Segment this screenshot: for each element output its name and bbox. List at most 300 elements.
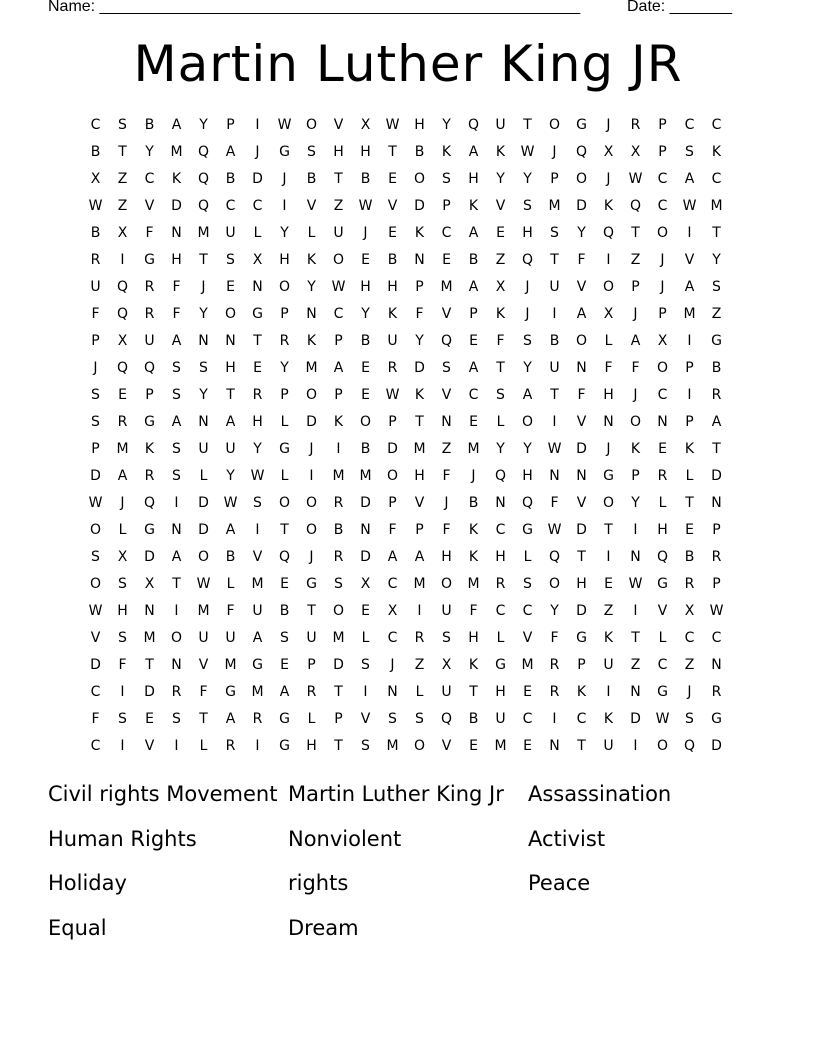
grid-row <box>82 409 730 436</box>
grid-letter: C <box>468 387 479 403</box>
grid-row <box>82 112 730 139</box>
grid-letter: T <box>334 684 343 700</box>
grid-letter: Y <box>712 252 721 268</box>
grid-letter: I <box>687 387 692 403</box>
grid-row <box>82 274 730 301</box>
grid-letter: C <box>657 171 668 187</box>
grid-letter: D <box>387 441 398 457</box>
grid-letter: R <box>711 387 722 403</box>
grid-letter: N <box>360 522 371 538</box>
grid-letter: I <box>606 549 611 565</box>
grid-letter: S <box>361 657 370 673</box>
grid-letter: N <box>549 468 560 484</box>
grid-letter: G <box>252 306 263 322</box>
grid-letter: O <box>602 279 615 295</box>
grid-letter: C <box>684 630 695 646</box>
grid-letter: C <box>711 171 722 187</box>
grid-letter: R <box>657 468 668 484</box>
grid-letter: R <box>225 738 236 754</box>
grid-letter: X <box>360 576 371 592</box>
grid-letter: P <box>469 306 478 322</box>
grid-letter: T <box>685 495 694 511</box>
grid-letter: E <box>361 252 370 268</box>
grid-letter: E <box>658 441 667 457</box>
grid-row <box>82 625 730 652</box>
grid-letter: W <box>709 603 724 619</box>
grid-letter: K <box>468 657 479 673</box>
grid-letter: D <box>333 657 344 673</box>
grid-letter: A <box>468 360 479 376</box>
word-list-item: Assassination <box>528 782 672 806</box>
grid-letter: Z <box>630 657 641 673</box>
grid-letter: O <box>575 171 588 187</box>
grid-letter: W <box>223 495 238 511</box>
grid-letter: M <box>251 576 264 592</box>
grid-letter: M <box>332 630 345 646</box>
grid-letter: A <box>171 117 182 133</box>
grid-letter: P <box>442 198 451 214</box>
grid-letter: I <box>255 738 260 754</box>
grid-letter: R <box>333 495 344 511</box>
grid-letter: M <box>521 657 534 673</box>
grid-letter: I <box>606 252 611 268</box>
grid-letter: O <box>359 414 372 430</box>
grid-letter: K <box>576 684 587 700</box>
grid-letter: Y <box>199 117 208 133</box>
grid-row <box>82 382 730 409</box>
grid-letter: S <box>118 630 127 646</box>
grid-letter: E <box>226 279 235 295</box>
grid-letter: T <box>523 117 532 133</box>
grid-letter: Y <box>280 360 289 376</box>
grid-letter: I <box>282 198 287 214</box>
grid-letter: L <box>307 225 316 241</box>
grid-letter: D <box>306 414 317 430</box>
grid-row <box>82 706 730 733</box>
grid-letter: X <box>603 144 614 160</box>
grid-letter: T <box>334 738 343 754</box>
grid-letter: G <box>711 333 722 349</box>
grid-letter: K <box>603 711 614 727</box>
grid-letter: W <box>277 117 292 133</box>
grid-letter: F <box>172 306 181 322</box>
grid-letter: H <box>468 630 479 646</box>
grid-letter: L <box>226 576 235 592</box>
grid-letter: T <box>118 144 127 160</box>
grid-letter: M <box>143 630 156 646</box>
grid-letter: E <box>523 738 532 754</box>
grid-letter: M <box>467 576 480 592</box>
grid-letter: F <box>442 468 451 484</box>
grid-letter: Q <box>143 360 156 376</box>
grid-letter: I <box>552 306 557 322</box>
grid-letter: C <box>684 117 695 133</box>
grid-letter: I <box>174 603 179 619</box>
grid-letter: V <box>198 657 209 673</box>
grid-letter: L <box>658 495 667 511</box>
grid-letter: R <box>171 684 182 700</box>
grid-letter: Q <box>440 333 453 349</box>
grid-letter: T <box>496 360 505 376</box>
grid-letter: A <box>171 414 182 430</box>
grid-letter: H <box>522 468 533 484</box>
grid-letter: K <box>603 630 614 646</box>
word-list-item: Activist <box>528 826 606 851</box>
grid-letter: O <box>305 522 318 538</box>
grid-letter: B <box>549 333 560 349</box>
grid-letter: C <box>522 711 533 727</box>
grid-letter: Q <box>143 495 156 511</box>
grid-letter: S <box>550 225 559 241</box>
grid-letter: F <box>550 495 559 511</box>
grid-letter: Z <box>630 252 641 268</box>
grid-letter: T <box>253 333 262 349</box>
grid-letter: T <box>577 738 586 754</box>
grid-letter: G <box>144 522 155 538</box>
grid-letter: J <box>390 657 395 673</box>
grid-letter: Q <box>440 711 453 727</box>
grid-letter: S <box>388 711 397 727</box>
grid-letter: V <box>522 630 533 646</box>
grid-letter: H <box>387 279 398 295</box>
grid-letter: Q <box>116 306 129 322</box>
grid-letter: T <box>631 630 640 646</box>
grid-letter: N <box>198 414 209 430</box>
grid-row <box>82 571 730 598</box>
grid-letter: D <box>198 495 209 511</box>
grid-letter: S <box>226 252 235 268</box>
grid-letter: W <box>88 198 103 214</box>
grid-letter: K <box>711 144 722 160</box>
grid-letter: F <box>91 306 100 322</box>
grid-letter: L <box>496 414 505 430</box>
grid-row <box>82 355 730 382</box>
grid-letter: N <box>252 279 263 295</box>
grid-letter: K <box>495 306 506 322</box>
word-list-item: Martin Luther King Jr <box>288 782 504 806</box>
grid-letter: B <box>90 144 101 160</box>
grid-letter: E <box>361 387 370 403</box>
grid-letter: Q <box>629 198 642 214</box>
grid-row <box>82 220 730 247</box>
grid-letter: Y <box>415 333 424 349</box>
grid-letter: A <box>225 711 236 727</box>
grid-letter: O <box>305 495 318 511</box>
grid-letter: O <box>548 117 561 133</box>
grid-letter: S <box>442 171 451 187</box>
grid-letter: O <box>332 603 345 619</box>
grid-letter: L <box>361 630 370 646</box>
grid-letter: M <box>359 468 372 484</box>
grid-letter: Q <box>602 225 615 241</box>
grid-letter: K <box>306 333 317 349</box>
grid-letter: E <box>145 711 154 727</box>
grid-letter: H <box>414 117 425 133</box>
grid-letter: S <box>118 711 127 727</box>
grid-letter: D <box>576 603 587 619</box>
grid-letter: I <box>687 225 692 241</box>
grid-letter: J <box>444 495 449 511</box>
grid-letter: S <box>523 576 532 592</box>
grid-letter: N <box>603 414 614 430</box>
grid-letter: V <box>657 603 668 619</box>
grid-letter: L <box>496 630 505 646</box>
grid-letter: T <box>388 144 397 160</box>
grid-letter: C <box>333 306 344 322</box>
grid-letter: O <box>305 387 318 403</box>
grid-letter: E <box>253 360 262 376</box>
grid-letter: G <box>225 684 236 700</box>
grid-letter: Q <box>683 738 696 754</box>
grid-letter: S <box>172 468 181 484</box>
grid-letter: I <box>120 252 125 268</box>
grid-letter: S <box>280 630 289 646</box>
grid-letter: D <box>360 495 371 511</box>
grid-letter: H <box>603 387 614 403</box>
grid-letter: N <box>495 495 506 511</box>
grid-letter: W <box>385 387 400 403</box>
grid-letter: C <box>522 603 533 619</box>
grid-letter: Y <box>523 360 532 376</box>
grid-letter: V <box>441 306 452 322</box>
grid-letter: G <box>252 657 263 673</box>
grid-letter: G <box>279 738 290 754</box>
grid-letter: D <box>144 549 155 565</box>
grid-letter: U <box>495 711 506 727</box>
grid-letter: K <box>171 171 182 187</box>
grid-letter: A <box>684 171 695 187</box>
word-list-item: Peace <box>528 871 591 896</box>
grid-row <box>82 490 730 517</box>
grid-letter: T <box>712 441 721 457</box>
grid-letter: U <box>603 738 614 754</box>
grid-letter: K <box>468 198 479 214</box>
grid-letter: N <box>630 549 641 565</box>
grid-letter: F <box>145 225 154 241</box>
grid-letter: I <box>336 441 341 457</box>
date-field-line: Date: _______ <box>627 0 732 15</box>
grid-letter: Y <box>307 279 316 295</box>
grid-letter: U <box>90 279 101 295</box>
grid-row <box>82 733 730 760</box>
grid-letter: T <box>712 225 721 241</box>
grid-letter: A <box>684 279 695 295</box>
grid-letter: Z <box>333 198 344 214</box>
grid-letter: S <box>172 711 181 727</box>
grid-letter: T <box>307 603 316 619</box>
grid-letter: T <box>199 252 208 268</box>
grid-letter: G <box>657 684 668 700</box>
grid-letter: P <box>334 387 343 403</box>
grid-letter: S <box>91 387 100 403</box>
grid-letter: L <box>253 225 262 241</box>
grid-letter: P <box>577 657 586 673</box>
grid-letter: M <box>116 441 129 457</box>
grid-letter: Q <box>116 279 129 295</box>
grid-letter: T <box>604 522 613 538</box>
grid-letter: B <box>387 252 398 268</box>
grid-letter: X <box>657 333 668 349</box>
grid-letter: N <box>657 414 668 430</box>
grid-letter: N <box>387 684 398 700</box>
grid-letter: H <box>252 414 263 430</box>
grid-letter: K <box>414 387 425 403</box>
grid-letter: L <box>523 549 532 565</box>
grid-letter: B <box>279 603 290 619</box>
grid-row <box>82 301 730 328</box>
grid-letter: F <box>577 387 586 403</box>
grid-row <box>82 463 730 490</box>
grid-letter: Q <box>197 198 210 214</box>
grid-letter: V <box>576 279 587 295</box>
grid-letter: B <box>360 171 371 187</box>
grid-letter: E <box>388 225 397 241</box>
grid-letter: S <box>334 576 343 592</box>
grid-letter: J <box>309 549 314 565</box>
grid-letter: G <box>576 630 587 646</box>
grid-letter: A <box>576 306 587 322</box>
grid-letter: I <box>633 603 638 619</box>
grid-letter: G <box>144 252 155 268</box>
grid-letter: P <box>685 360 694 376</box>
grid-letter: I <box>552 414 557 430</box>
grid-row <box>82 247 730 274</box>
grid-letter: Q <box>197 171 210 187</box>
grid-letter: Z <box>441 441 452 457</box>
grid-letter: Y <box>523 171 532 187</box>
grid-letter: P <box>307 657 316 673</box>
grid-letter: J <box>93 360 98 376</box>
grid-letter: W <box>250 468 265 484</box>
grid-letter: O <box>278 495 291 511</box>
grid-letter: R <box>414 630 425 646</box>
grid-letter: V <box>306 198 317 214</box>
grid-letter: F <box>496 333 505 349</box>
grid-letter: O <box>89 576 102 592</box>
grid-letter: B <box>360 333 371 349</box>
grid-letter: O <box>440 576 453 592</box>
grid-letter: J <box>606 117 611 133</box>
grid-letter: M <box>386 738 399 754</box>
grid-letter: J <box>633 306 638 322</box>
grid-letter: M <box>467 441 480 457</box>
grid-letter: F <box>226 603 235 619</box>
grid-letter: M <box>683 306 696 322</box>
grid-letter: K <box>387 306 398 322</box>
grid-letter: N <box>225 333 236 349</box>
grid-row <box>82 517 730 544</box>
grid-letter: H <box>441 549 452 565</box>
grid-letter: S <box>496 387 505 403</box>
grid-letter: H <box>279 252 290 268</box>
grid-letter: W <box>682 198 697 214</box>
grid-letter: O <box>413 171 426 187</box>
grid-letter: D <box>360 549 371 565</box>
grid-letter: K <box>468 522 479 538</box>
grid-letter: N <box>414 252 425 268</box>
grid-letter: C <box>387 576 398 592</box>
grid-letter: P <box>550 171 559 187</box>
grid-letter: O <box>656 738 669 754</box>
grid-letter: P <box>658 117 667 133</box>
grid-letter: M <box>305 360 318 376</box>
grid-row <box>82 436 730 463</box>
grid-letter: I <box>363 684 368 700</box>
grid-letter: C <box>657 657 668 673</box>
grid-letter: D <box>711 468 722 484</box>
grid-letter: V <box>144 198 155 214</box>
grid-letter: M <box>548 198 561 214</box>
grid-letter: H <box>225 360 236 376</box>
grid-letter: P <box>415 522 424 538</box>
grid-letter: M <box>197 603 210 619</box>
grid-letter: M <box>170 144 183 160</box>
grid-letter: L <box>604 333 613 349</box>
grid-letter: S <box>118 576 127 592</box>
grid-letter: S <box>361 738 370 754</box>
grid-letter: W <box>88 603 103 619</box>
grid-letter: Y <box>199 387 208 403</box>
grid-letter: N <box>198 333 209 349</box>
grid-letter: O <box>89 522 102 538</box>
grid-letter: T <box>226 387 235 403</box>
grid-letter: F <box>469 603 478 619</box>
grid-letter: F <box>91 711 100 727</box>
grid-letter: W <box>331 279 346 295</box>
grid-letter: E <box>280 576 289 592</box>
word-list <box>48 778 768 957</box>
grid-letter: G <box>279 711 290 727</box>
grid-letter: E <box>361 603 370 619</box>
grid-letter: Y <box>496 441 505 457</box>
grid-letter: D <box>414 198 425 214</box>
grid-letter: G <box>144 414 155 430</box>
grid-letter: K <box>306 252 317 268</box>
grid-letter: Y <box>523 441 532 457</box>
grid-letter: E <box>118 387 127 403</box>
grid-letter: I <box>255 522 260 538</box>
letter-grid <box>82 112 730 760</box>
grid-letter: C <box>441 225 452 241</box>
word-list-item: Human Rights <box>48 826 197 851</box>
grid-letter: F <box>388 522 397 538</box>
grid-letter: K <box>495 144 506 160</box>
grid-letter: D <box>144 684 155 700</box>
grid-letter: W <box>547 441 562 457</box>
grid-letter: O <box>521 414 534 430</box>
grid-letter: Q <box>521 495 534 511</box>
grid-letter: J <box>660 279 665 295</box>
grid-letter: R <box>252 387 263 403</box>
grid-letter: W <box>358 198 373 214</box>
grid-letter: D <box>252 171 263 187</box>
grid-letter: A <box>711 414 722 430</box>
grid-letter: M <box>494 738 507 754</box>
grid-letter: F <box>415 306 424 322</box>
grid-letter: P <box>91 333 100 349</box>
grid-letter: P <box>658 306 667 322</box>
grid-letter: O <box>170 630 183 646</box>
grid-letter: I <box>120 684 125 700</box>
grid-letter: Y <box>145 144 154 160</box>
grid-letter: J <box>201 279 206 295</box>
grid-letter: N <box>576 360 587 376</box>
grid-letter: I <box>417 603 422 619</box>
grid-letter: H <box>360 279 371 295</box>
grid-letter: E <box>388 171 397 187</box>
grid-letter: Z <box>603 603 614 619</box>
grid-letter: Q <box>116 360 129 376</box>
